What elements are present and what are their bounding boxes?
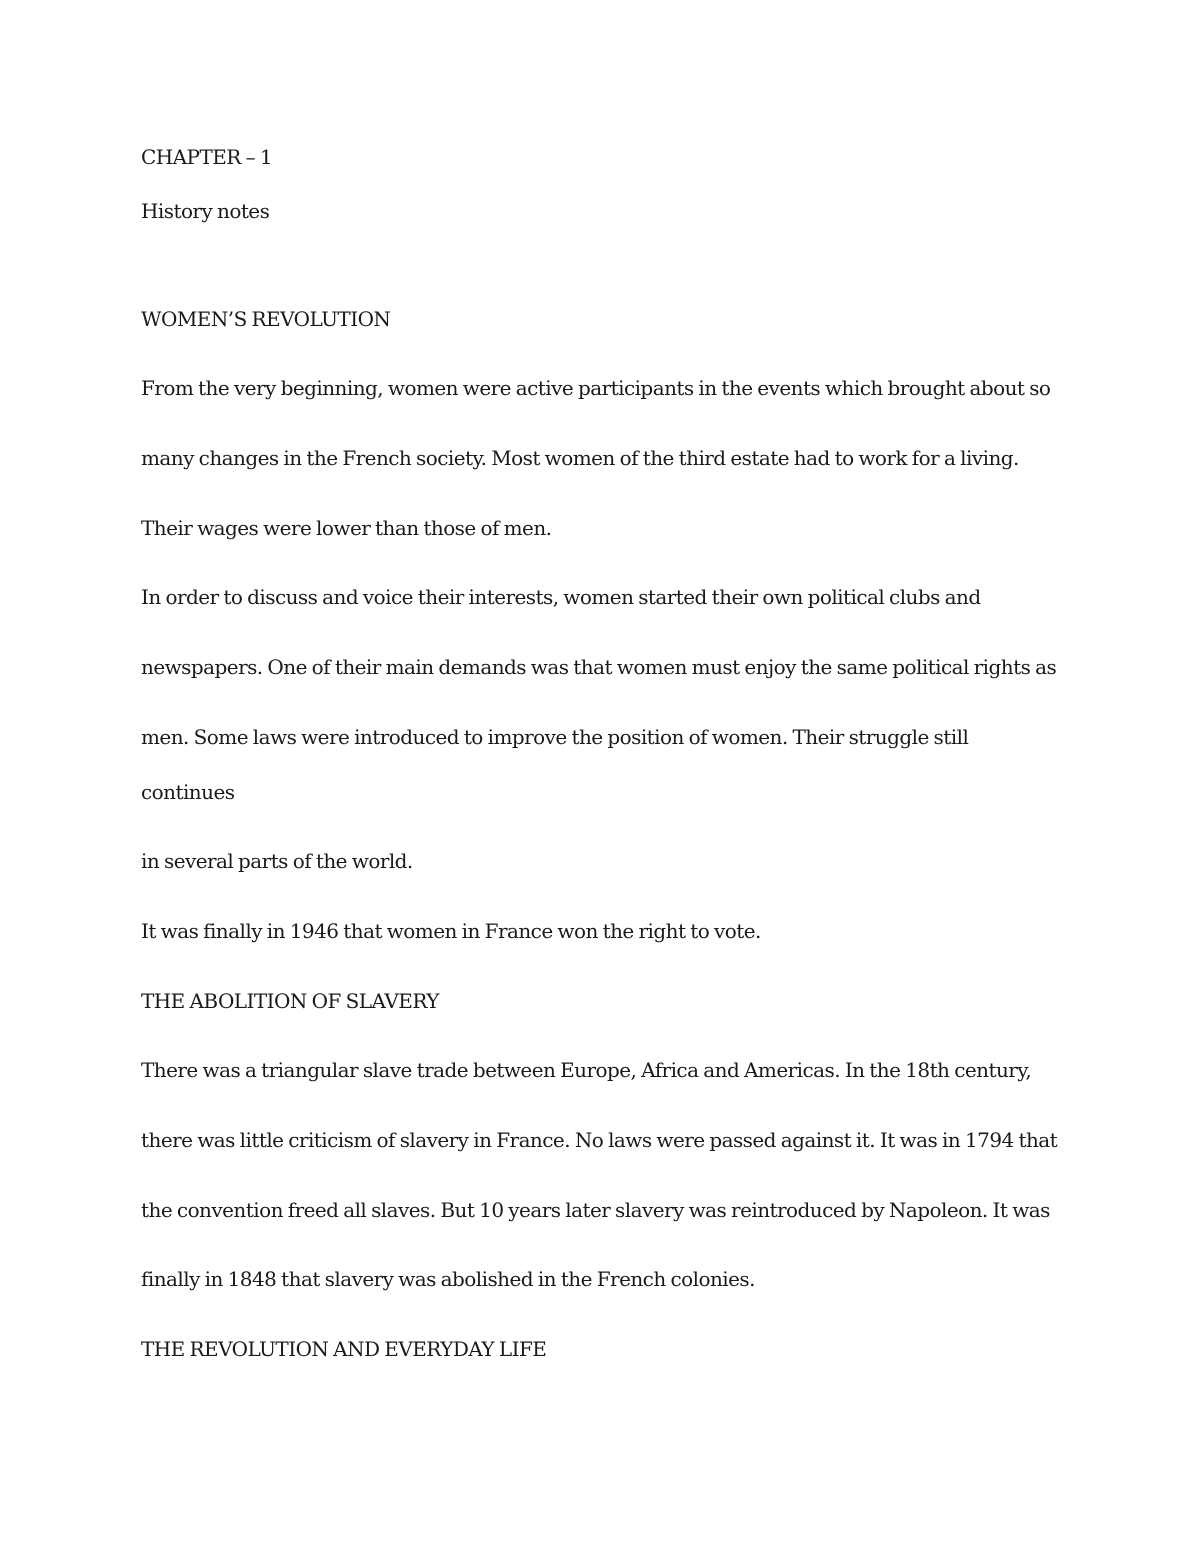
paragraph-line: Their wages were lower than those of men. xyxy=(141,516,552,540)
paragraph-line: In order to discuss and voice their interests, women started their own political clubs and xyxy=(141,585,981,609)
paragraph-line: men. Some laws were introduced to improve the position of women. Their struggle still xyxy=(141,725,969,749)
paragraph-line: continues xyxy=(141,780,235,804)
paragraph-line: the convention freed all slaves. But 10 years later slavery was reintroduced by Napoleon. It was xyxy=(141,1198,1050,1222)
section-heading-abolition-of-slavery: THE ABOLITION OF SLAVERY xyxy=(141,989,439,1013)
paragraph-line: It was finally in 1946 that women in France won the right to vote. xyxy=(141,919,761,943)
paragraph-line: many changes in the French society. Most women of the third estate had to work for a living. xyxy=(141,446,1019,470)
chapter-heading: CHAPTER – 1 xyxy=(141,145,273,169)
paragraph-line: newspapers. One of their main demands was that women must enjoy the same political rights as xyxy=(141,655,1057,679)
section-heading-revolution-everyday-life: THE REVOLUTION AND EVERYDAY LIFE xyxy=(141,1337,547,1361)
paragraph-line: From the very beginning, women were active participants in the events which brought about so xyxy=(141,376,1051,400)
paragraph-line: finally in 1848 that slavery was abolished in the French colonies. xyxy=(141,1267,755,1291)
paragraph-line: in several parts of the world. xyxy=(141,849,413,873)
paragraph-line: there was little criticism of slavery in France. No laws were passed against it. It was in 1794 that xyxy=(141,1128,1058,1152)
paragraph-line: There was a triangular slave trade between Europe, Africa and Americas. In the 18th century, xyxy=(141,1058,1032,1082)
section-heading-womens-revolution: WOMEN’S REVOLUTION xyxy=(141,307,391,331)
document-subtitle: History notes xyxy=(141,199,270,223)
